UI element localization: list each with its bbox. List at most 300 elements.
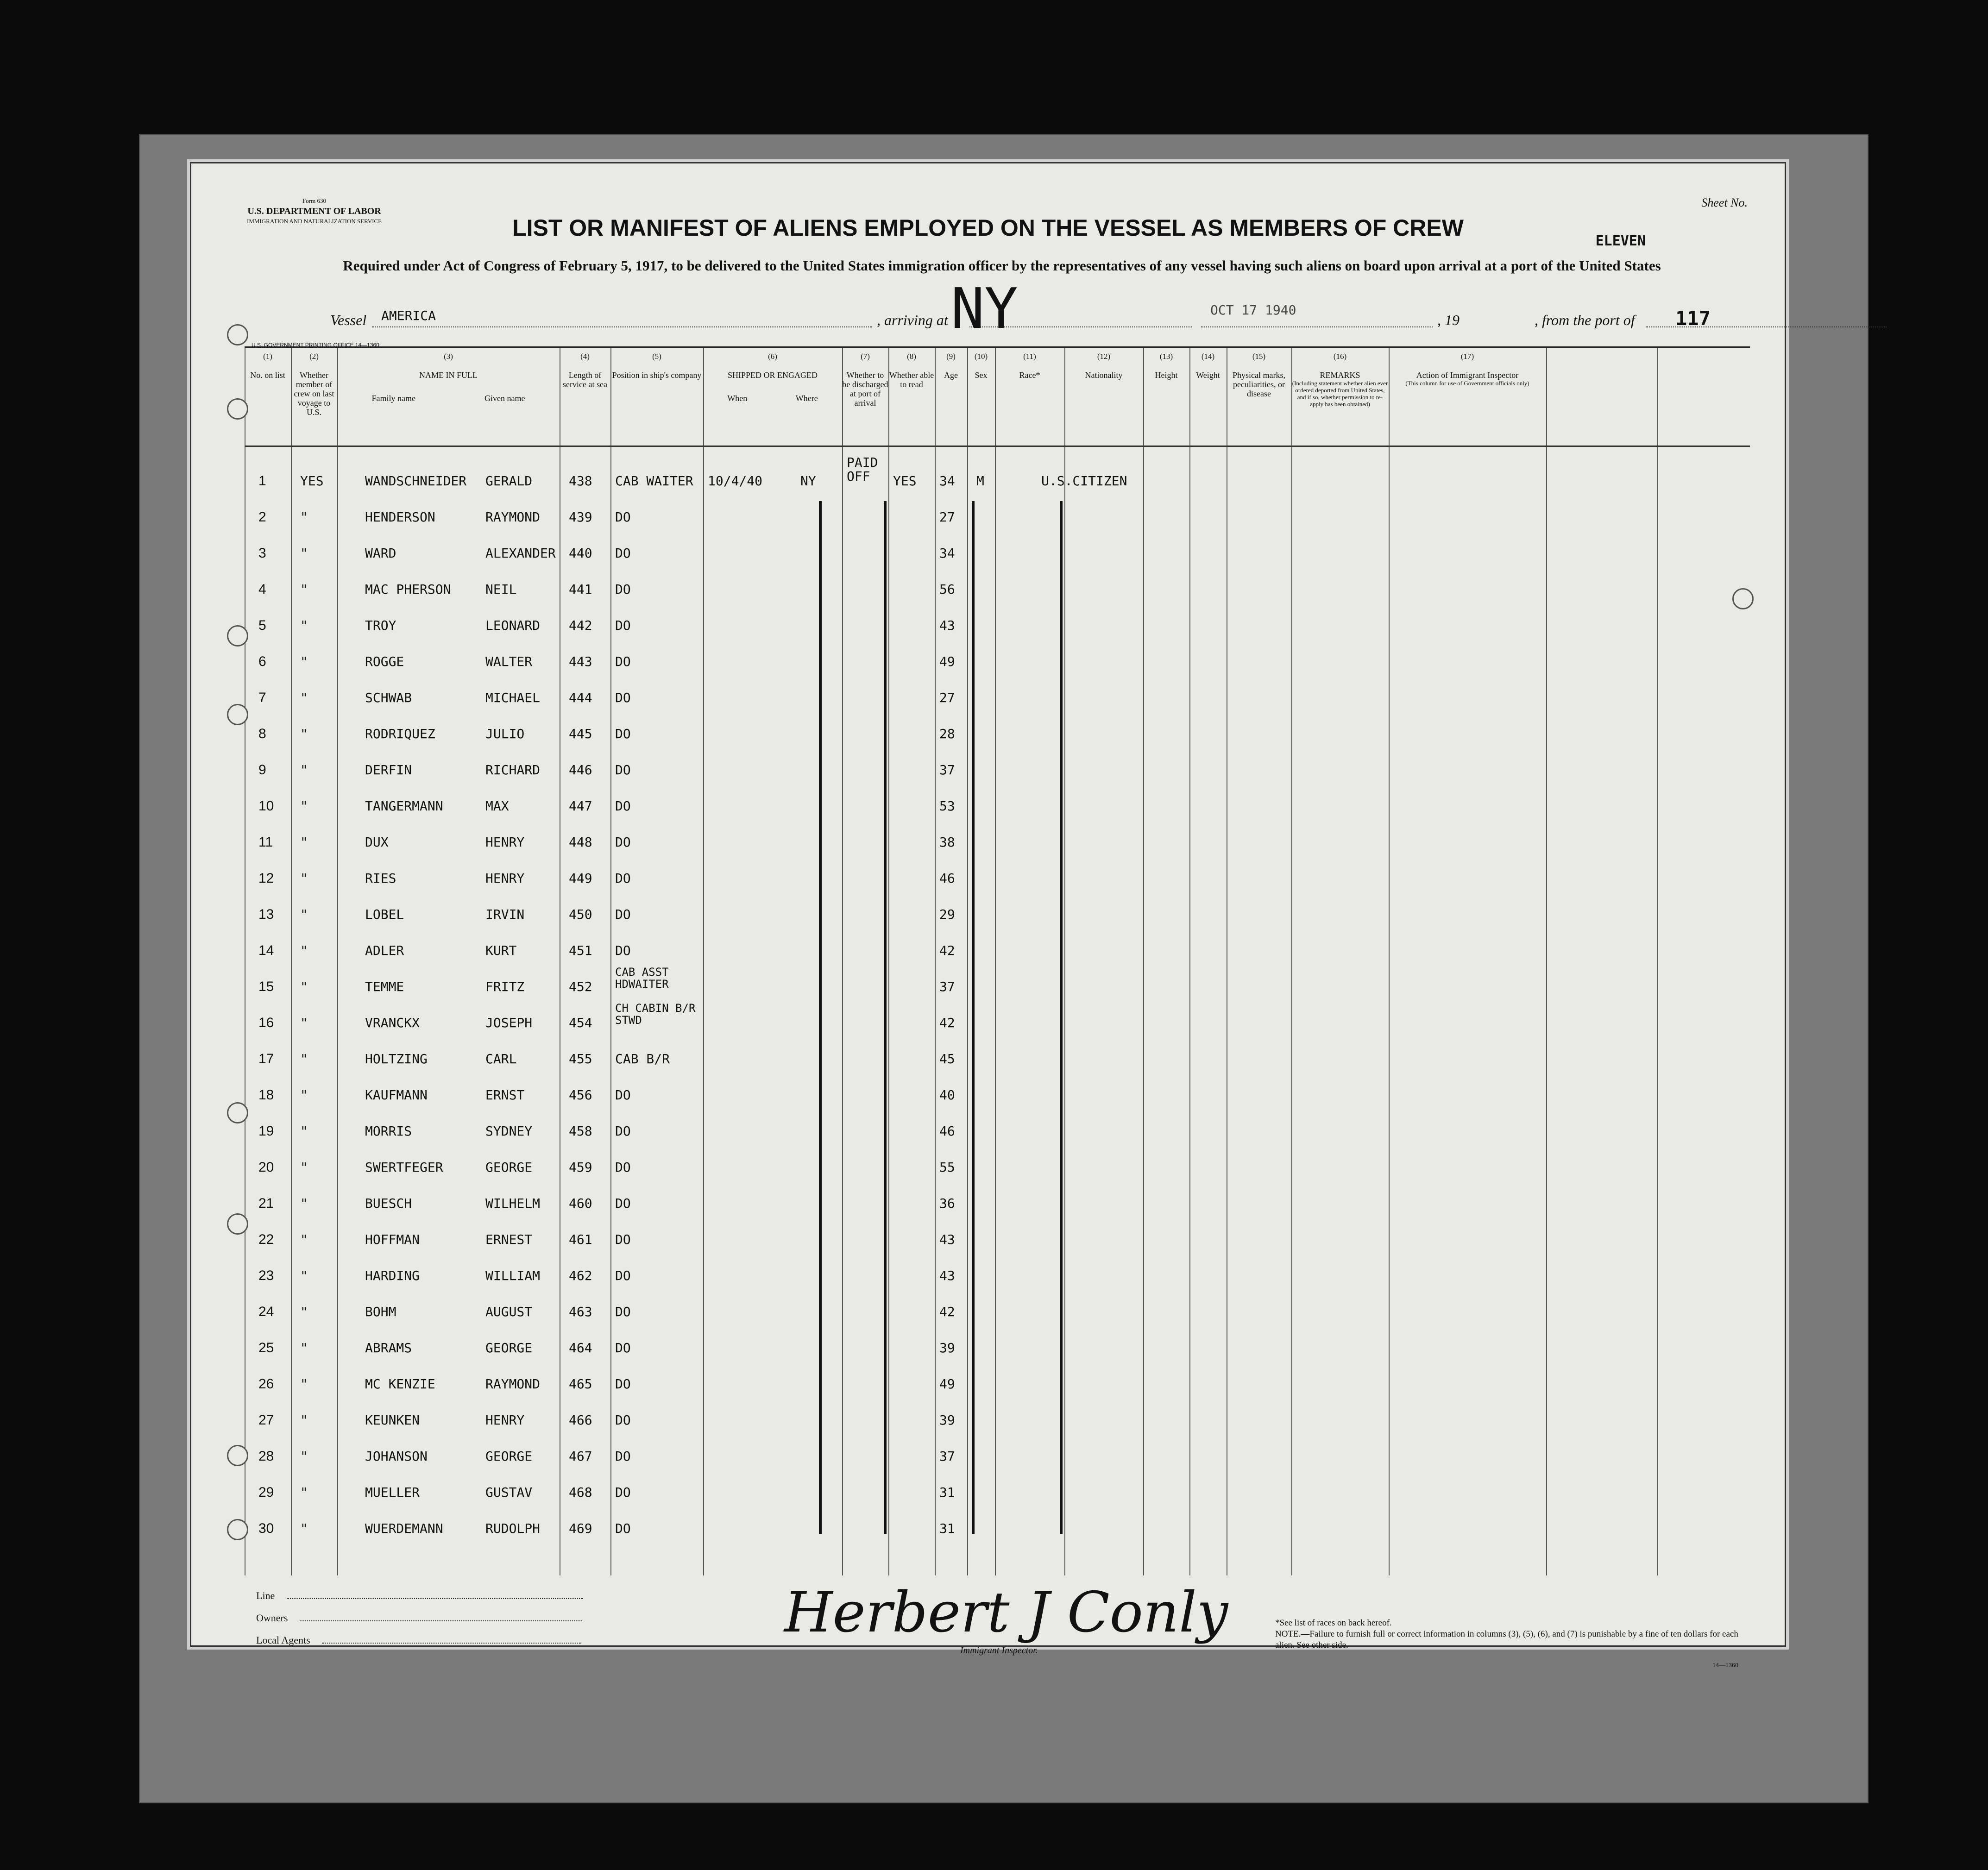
binder-hole <box>227 1445 248 1466</box>
cell-family: HOFFMAN <box>365 1232 420 1247</box>
cell-prev: " <box>300 798 308 814</box>
cell-service: 445 <box>569 726 592 741</box>
cell-position: DO <box>615 1087 631 1103</box>
cell-service: 459 <box>569 1160 592 1175</box>
cell-service: 440 <box>569 546 592 561</box>
cell-service: 439 <box>569 509 592 525</box>
cell-given: RAYMOND <box>485 1376 541 1392</box>
cell-service: 463 <box>569 1304 592 1319</box>
cell-position: DO <box>615 762 631 778</box>
table-row <box>245 536 1750 572</box>
cell-age: 43 <box>939 618 955 633</box>
cell-prev: " <box>300 762 308 778</box>
table-row <box>245 1078 1750 1114</box>
column-label: Position in ship's company <box>612 370 702 380</box>
cell-prev: " <box>300 509 308 525</box>
cell-no: 25 <box>258 1340 274 1355</box>
cell-prev: " <box>300 546 308 561</box>
cell-no: 1 <box>258 473 266 489</box>
cell-prev: " <box>300 1123 308 1139</box>
cell-prev: " <box>300 1196 308 1211</box>
column-number: (2) <box>309 352 319 361</box>
column-sublabel: Given name <box>484 394 525 403</box>
cell-given: KURT <box>485 943 517 958</box>
column-sublabel: Family name <box>371 394 415 403</box>
cell-prev: " <box>300 1340 308 1355</box>
column-header <box>1143 352 1189 380</box>
cell-no: 2 <box>258 509 266 525</box>
table-row <box>245 717 1750 753</box>
cell-age: 31 <box>939 1485 955 1500</box>
column-note: (This column for use of Government officials only) <box>1405 380 1529 387</box>
cell-prev: " <box>300 943 308 958</box>
owners-label: Owners <box>256 1612 288 1624</box>
table-row <box>245 1295 1750 1331</box>
cell-no: 5 <box>258 618 266 633</box>
cell-no: 10 <box>258 798 274 814</box>
cell-position: CAB WAITER <box>615 473 693 489</box>
vessel-label: Vessel <box>330 312 367 328</box>
table-row <box>245 1331 1750 1367</box>
column-label: No. on list <box>250 370 285 380</box>
cell-service: 461 <box>569 1232 592 1247</box>
cell-given: SYDNEY <box>485 1123 533 1139</box>
cell-given: GEORGE <box>485 1160 533 1175</box>
column-label: Sex <box>975 370 988 380</box>
cell-service: 462 <box>569 1268 592 1283</box>
cell-given: HENRY <box>485 871 525 886</box>
binder-hole <box>227 1102 248 1123</box>
table-row <box>245 1403 1750 1439</box>
cell-prev: " <box>300 1521 308 1536</box>
column-sublabel: Where <box>795 394 818 403</box>
cell-given: RUDOLPH <box>485 1521 541 1536</box>
cell-no: 28 <box>258 1449 274 1464</box>
cell-age: 40 <box>939 1087 955 1103</box>
cell-no: 21 <box>258 1196 274 1211</box>
cell-no: 29 <box>258 1485 274 1500</box>
column-header <box>1291 352 1389 408</box>
table-row <box>245 789 1750 825</box>
cell-service: 460 <box>569 1196 592 1211</box>
cell-given: WILLIAM <box>485 1268 541 1283</box>
cell-position: CAB B/R <box>615 1051 670 1067</box>
cell-family: BUESCH <box>365 1196 412 1211</box>
cell-family: TEMME <box>365 979 404 994</box>
cell-where: NY <box>800 473 816 489</box>
cell-prev: " <box>300 1449 308 1464</box>
cell-prev: " <box>300 1232 308 1247</box>
cell-age: 36 <box>939 1196 955 1211</box>
cell-no: 4 <box>258 582 266 597</box>
cell-prev: " <box>300 1376 308 1392</box>
header-rule <box>245 446 1750 447</box>
cell-position: DO <box>615 546 631 561</box>
cell-age: 31 <box>939 1521 955 1536</box>
ditto-line <box>819 501 822 1534</box>
cell-position: DO <box>615 1412 631 1428</box>
cell-age: 42 <box>939 1015 955 1030</box>
cell-position: DO <box>615 1485 631 1500</box>
cell-age: 43 <box>939 1232 955 1247</box>
column-label: Age <box>944 370 958 380</box>
cell-service: 438 <box>569 473 592 489</box>
cell-family: KEUNKEN <box>365 1412 420 1428</box>
cell-service: 443 <box>569 654 592 669</box>
binder-hole <box>227 1213 248 1235</box>
port-label: , from the port of <box>1535 312 1635 328</box>
inspector-label: Immigrant Inspector. <box>960 1645 1038 1656</box>
column-label: Length of service at sea <box>563 370 607 389</box>
penalty-note: NOTE.—Failure to furnish full or correct information in columns (3), (5), (6), and (7) is punishable by a fine of ten dollars for each alien. See other side. <box>1275 1629 1738 1650</box>
column-label: Nationality <box>1085 370 1123 380</box>
cell-family: TROY <box>365 618 396 633</box>
column-number: (6) <box>768 352 777 361</box>
column-label: Physical marks, peculiarities, or disease <box>1233 370 1285 398</box>
cell-position: DO <box>615 1376 631 1392</box>
table-row <box>245 1150 1750 1186</box>
cell-position: DO <box>615 654 631 669</box>
cell-given: GUSTAV <box>485 1485 533 1500</box>
cell-family: MORRIS <box>365 1123 412 1139</box>
cell-service: 451 <box>569 943 592 958</box>
table-row <box>245 897 1750 934</box>
cell-given: AUGUST <box>485 1304 533 1319</box>
column-number: (10) <box>974 352 988 361</box>
form-header-left: Form 630 U.S. DEPARTMENT OF LABOR IMMIGRATION AND NATURALIZATION SERVICE <box>247 197 382 225</box>
cell-prev: " <box>300 1304 308 1319</box>
cell-given: ALEXANDER <box>485 546 556 561</box>
cell-age: 45 <box>939 1051 955 1067</box>
cell-prev: " <box>300 1268 308 1283</box>
table-row <box>245 455 1750 500</box>
cell-service: 466 <box>569 1412 592 1428</box>
cell-service: 455 <box>569 1051 592 1067</box>
cell-service: 458 <box>569 1123 592 1139</box>
column-label: Whether able to read <box>889 370 934 389</box>
cell-age: 49 <box>939 1376 955 1392</box>
cell-family: WARD <box>365 546 396 561</box>
sheet-number-label: Sheet No. <box>1701 196 1748 209</box>
column-label: Weight <box>1196 370 1220 380</box>
cell-given: RAYMOND <box>485 509 541 525</box>
cell-family: BOHM <box>365 1304 396 1319</box>
binder-hole <box>227 398 248 420</box>
cell-prev: " <box>300 1015 308 1030</box>
cell-age: 29 <box>939 907 955 922</box>
cell-prev: " <box>300 726 308 741</box>
arriving-port: NY <box>951 277 1018 341</box>
column-label: NAME IN FULL <box>419 370 478 380</box>
cell-when: 10/4/40 <box>708 473 763 489</box>
cell-given: ERNEST <box>485 1232 533 1247</box>
vessel-name: AMERICA <box>381 308 436 323</box>
cell-given: CARL <box>485 1051 517 1067</box>
column-number: (8) <box>907 352 916 361</box>
cell-service: 452 <box>569 979 592 994</box>
table-row <box>245 609 1750 645</box>
printing-office: U.S. GOVERNMENT PRINTING OFFICE 14—1360 <box>252 342 379 348</box>
footer-fields <box>256 1590 583 1657</box>
form-code: 14—1360 <box>1712 1662 1738 1669</box>
table-row <box>245 825 1750 861</box>
table-row <box>245 1259 1750 1295</box>
inspector-signature: Herbert J Conly <box>784 1581 1228 1645</box>
table-row <box>245 1042 1750 1078</box>
cell-service: 456 <box>569 1087 592 1103</box>
cell-family: ADLER <box>365 943 404 958</box>
page-title: LIST OR MANIFEST OF ALIENS EMPLOYED ON THE VESSEL AS MEMBERS OF CREW <box>512 215 1464 241</box>
cell-given: MAX <box>485 798 509 814</box>
column-number: (16) <box>1333 352 1347 361</box>
column-number: (1) <box>263 352 272 361</box>
cell-age: 49 <box>939 654 955 669</box>
cell-service: 450 <box>569 907 592 922</box>
cell-prev: " <box>300 1160 308 1175</box>
cell-position: DO <box>615 1232 631 1247</box>
column-header <box>560 352 610 389</box>
column-label: SHIPPED OR ENGAGED <box>727 370 818 380</box>
cell-age: 43 <box>939 1268 955 1283</box>
cell-no: 12 <box>258 871 274 886</box>
cell-family: ROGGE <box>365 654 404 669</box>
cell-service: 448 <box>569 835 592 850</box>
column-number: (3) <box>444 352 453 361</box>
line-label: Line <box>256 1590 275 1601</box>
column-header <box>703 352 842 403</box>
cell-age: 56 <box>939 582 955 597</box>
column-header <box>1389 352 1546 387</box>
column-number: (4) <box>580 352 590 361</box>
cell-service: 442 <box>569 618 592 633</box>
cell-age: 38 <box>939 835 955 850</box>
cell-position: DO <box>615 1196 631 1211</box>
column-header <box>995 352 1064 380</box>
table-row <box>245 861 1750 897</box>
cell-discharged: PAID OFF <box>847 455 878 484</box>
cell-family: ABRAMS <box>365 1340 412 1355</box>
cell-family: RODRIQUEZ <box>365 726 435 741</box>
cell-given: GEORGE <box>485 1449 533 1464</box>
cell-prev: " <box>300 979 308 994</box>
cell-family: JOHANSON <box>365 1449 428 1464</box>
cell-position: DO <box>615 1123 631 1139</box>
column-header <box>337 352 560 403</box>
cell-age: 34 <box>939 546 955 561</box>
cell-given: NEIL <box>485 582 517 597</box>
cell-age: 42 <box>939 1304 955 1319</box>
cell-family: HENDERSON <box>365 509 435 525</box>
year-label: , 19 <box>1437 312 1460 328</box>
cell-age: 34 <box>939 473 955 489</box>
cell-given: WALTER <box>485 654 533 669</box>
cell-nationality: U.S.CITIZEN <box>1041 473 1127 489</box>
cell-given: MICHAEL <box>485 690 541 705</box>
cell-position: DO <box>615 1304 631 1319</box>
cell-given: JOSEPH <box>485 1015 533 1030</box>
cell-family: TANGERMANN <box>365 798 443 814</box>
table-row <box>245 1223 1750 1259</box>
column-header <box>1189 352 1227 380</box>
cell-family: HOLTZING <box>365 1051 428 1067</box>
cell-family: WUERDEMANN <box>365 1521 443 1536</box>
cell-no: 18 <box>258 1087 274 1103</box>
page-number: 117 <box>1675 307 1711 330</box>
column-header <box>935 352 967 380</box>
column-sublabel: When <box>727 394 748 403</box>
cell-age: 53 <box>939 798 955 814</box>
column-header <box>967 352 995 380</box>
cell-position: DO <box>615 835 631 850</box>
cell-given: FRITZ <box>485 979 525 994</box>
cell-age: 39 <box>939 1412 955 1428</box>
ditto-line <box>1060 501 1063 1534</box>
cell-given: RICHARD <box>485 762 541 778</box>
cell-family: MAC PHERSON <box>365 582 451 597</box>
column-label: Whether to be discharged at port of arrival <box>842 370 888 408</box>
column-number: (9) <box>946 352 956 361</box>
cell-no: 17 <box>258 1051 274 1067</box>
cell-no: 30 <box>258 1521 274 1536</box>
cell-service: 464 <box>569 1340 592 1355</box>
cell-family: MUELLER <box>365 1485 420 1500</box>
cell-prev: " <box>300 907 308 922</box>
cell-no: 3 <box>258 546 266 561</box>
table-row <box>245 1367 1750 1403</box>
cell-prev: " <box>300 871 308 886</box>
races-note: *See list of races on back hereof. <box>1275 1618 1392 1628</box>
column-number: (13) <box>1159 352 1173 361</box>
cell-prev: " <box>300 1087 308 1103</box>
cell-prev: " <box>300 1412 308 1428</box>
cell-prev: " <box>300 835 308 850</box>
table-row <box>245 681 1750 717</box>
cell-no: 22 <box>258 1232 274 1247</box>
column-note: (Including statement whether alien ever ordered deported from United States, and if so, whether permission to re-apply has been obtained) <box>1292 380 1388 408</box>
table-row <box>245 572 1750 609</box>
cell-age: 46 <box>939 871 955 886</box>
cell-position: DO <box>615 1268 631 1283</box>
cell-family: SCHWAB <box>365 690 412 705</box>
cell-prev: " <box>300 1051 308 1067</box>
arriving-label: , arriving at <box>877 312 948 328</box>
binder-hole <box>227 1519 248 1540</box>
cell-age: 28 <box>939 726 955 741</box>
cell-no: 14 <box>258 943 274 958</box>
cell-given: GEORGE <box>485 1340 533 1355</box>
table-row <box>245 934 1750 970</box>
ditto-line <box>884 501 887 1534</box>
cell-family: WANDSCHNEIDER <box>365 473 467 489</box>
cell-read: YES <box>893 473 917 489</box>
table-row <box>245 500 1750 536</box>
cell-no: 7 <box>258 690 266 705</box>
cell-position: DO <box>615 582 631 597</box>
cell-family: SWERTFEGER <box>365 1160 443 1175</box>
column-number: (17) <box>1460 352 1474 361</box>
table-row <box>245 1186 1750 1223</box>
column-number: (11) <box>1023 352 1036 361</box>
cell-given: HENRY <box>485 1412 525 1428</box>
cell-prev: " <box>300 618 308 633</box>
cell-no: 19 <box>258 1123 274 1139</box>
cell-family: DERFIN <box>365 762 412 778</box>
cell-position: DO <box>615 1521 631 1536</box>
cell-no: 13 <box>258 907 274 922</box>
column-label: Race* <box>1019 370 1040 380</box>
table-row <box>245 1002 1750 1042</box>
cell-prev: YES <box>300 473 324 489</box>
table-row <box>245 1114 1750 1150</box>
cell-family: KAUFMANN <box>365 1087 428 1103</box>
cell-no: 20 <box>258 1160 274 1175</box>
page-subtitle: Required under Act of Congress of February 5, 1917, to be delivered to the United States immigration officer by the representatives of any vessel having such aliens on board upon arrival at a port of the United States <box>343 257 1661 274</box>
cell-given: ERNST <box>485 1087 525 1103</box>
sheet-word: ELEVEN <box>1595 233 1646 249</box>
cell-service: 468 <box>569 1485 592 1500</box>
column-header <box>1064 352 1143 380</box>
cell-service: 441 <box>569 582 592 597</box>
agents-label: Local Agents <box>256 1634 310 1646</box>
footer-note <box>1275 1618 1738 1671</box>
cell-no: 23 <box>258 1268 274 1283</box>
cell-position: DO <box>615 618 631 633</box>
cell-position: DO <box>615 1340 631 1355</box>
cell-prev: " <box>300 1485 308 1500</box>
column-label: Whether member of crew on last voyage to U.S. <box>294 370 334 417</box>
cell-given: GERALD <box>485 473 533 489</box>
cell-no: 27 <box>258 1412 274 1428</box>
cell-prev: " <box>300 690 308 705</box>
cell-age: 37 <box>939 1449 955 1464</box>
column-header <box>245 352 291 380</box>
table-row <box>245 645 1750 681</box>
column-header <box>888 352 935 389</box>
manifest-sheet <box>190 162 1786 1669</box>
cell-prev: " <box>300 654 308 669</box>
cell-age: 39 <box>939 1340 955 1355</box>
column-header <box>1227 352 1291 398</box>
cell-service: 449 <box>569 871 592 886</box>
cell-position: DO <box>615 871 631 886</box>
cell-family: LOBEL <box>365 907 404 922</box>
cell-given: HENRY <box>485 835 525 850</box>
table-row <box>245 1475 1750 1512</box>
column-number: (5) <box>652 352 661 361</box>
column-label: Height <box>1155 370 1178 380</box>
cell-position: DO <box>615 1160 631 1175</box>
cell-family: HARDING <box>365 1268 420 1283</box>
cell-service: 447 <box>569 798 592 814</box>
cell-position: DO <box>615 798 631 814</box>
cell-no: 16 <box>258 1015 274 1030</box>
cell-age: 46 <box>939 1123 955 1139</box>
cell-family: RIES <box>365 871 396 886</box>
cell-no: 11 <box>258 835 273 850</box>
cell-no: 26 <box>258 1376 274 1392</box>
cell-position: DO <box>615 726 631 741</box>
cell-service: 469 <box>569 1521 592 1536</box>
cell-age: 27 <box>939 690 955 705</box>
cell-service: 446 <box>569 762 592 778</box>
cell-age: 27 <box>939 509 955 525</box>
cell-given: WILHELM <box>485 1196 541 1211</box>
cell-no: 15 <box>258 979 274 994</box>
table-row <box>245 753 1750 789</box>
cell-family: VRANCKX <box>365 1015 420 1030</box>
table-row <box>245 1512 1750 1548</box>
cell-given: LEONARD <box>485 618 541 633</box>
